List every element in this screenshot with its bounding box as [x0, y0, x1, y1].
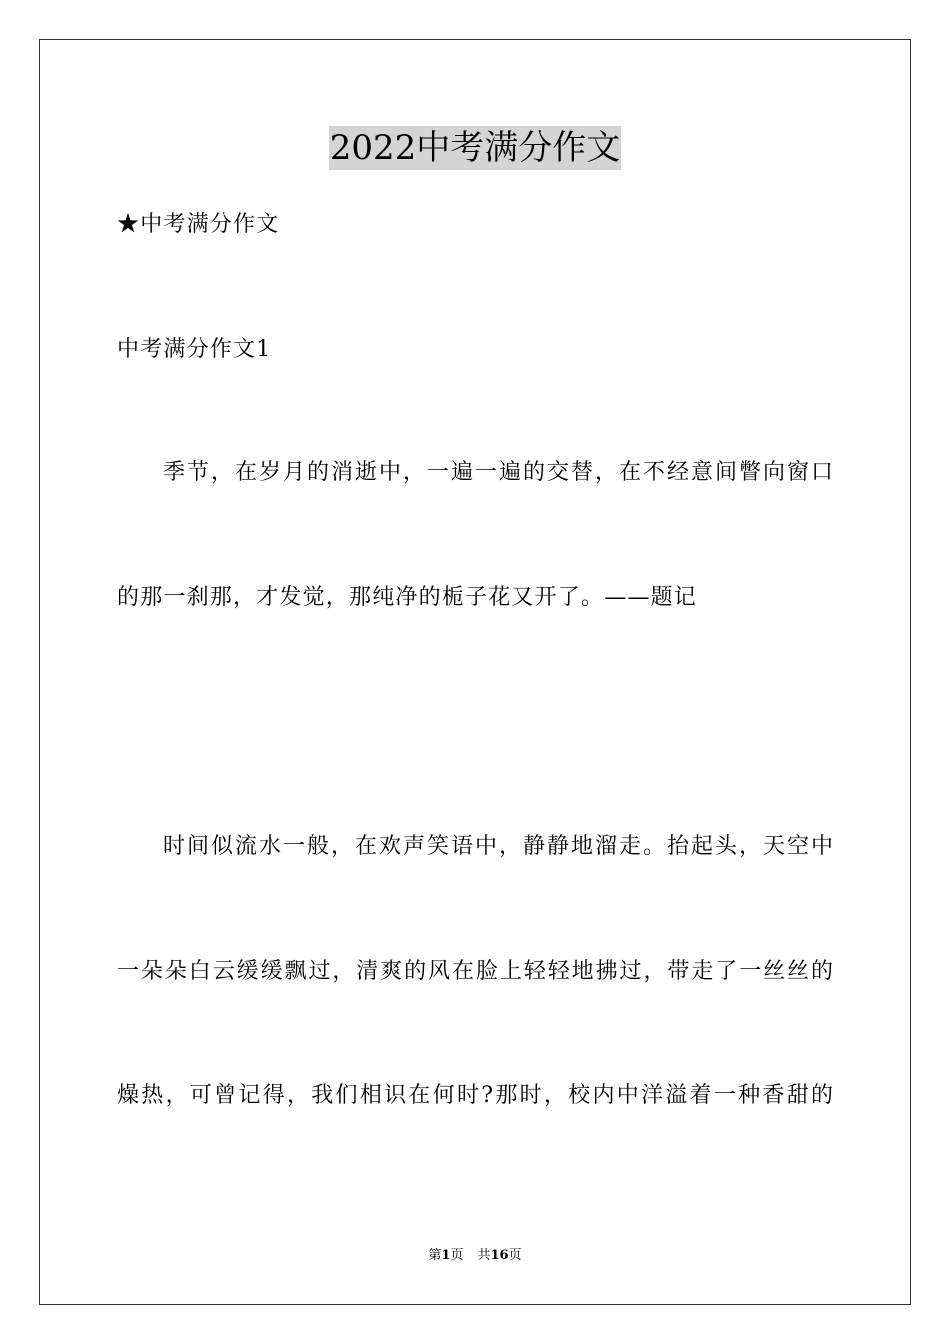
footer-page-current: 1: [441, 1248, 451, 1263]
subtitle: ★中考满分作文: [117, 212, 280, 237]
document-title: 2022中考满分作文: [329, 128, 621, 168]
section-heading: 中考满分作文1: [117, 337, 272, 362]
footer-total-suffix: 页: [508, 1248, 522, 1263]
title-container: [0, 126, 950, 170]
paragraph-line: 季节，在岁月的消逝中，一遍一遍的交替，在不经意间瞥向窗口: [163, 460, 833, 485]
footer-page-total: 16: [490, 1248, 509, 1263]
paragraph-line: 一朵朵白云缓缓飘过，清爽的风在脸上轻轻地拂过，带走了一丝丝的: [117, 959, 833, 984]
paragraph-line: 的那一刹那，才发觉，那纯净的栀子花又开了。——题记: [117, 585, 698, 610]
footer-page-prefix: 第: [428, 1248, 442, 1263]
page-footer: [0, 1247, 950, 1265]
paragraph-line: 燥热，可曾记得，我们相识在何时?那时，校内中洋溢着一种香甜的: [117, 1083, 833, 1108]
footer-total-prefix: 共: [477, 1248, 491, 1263]
paragraph-line: 时间似流水一般，在欢声笑语中，静静地溜走。抬起头，天空中: [163, 834, 833, 859]
footer-page-suffix: 页: [450, 1248, 464, 1263]
